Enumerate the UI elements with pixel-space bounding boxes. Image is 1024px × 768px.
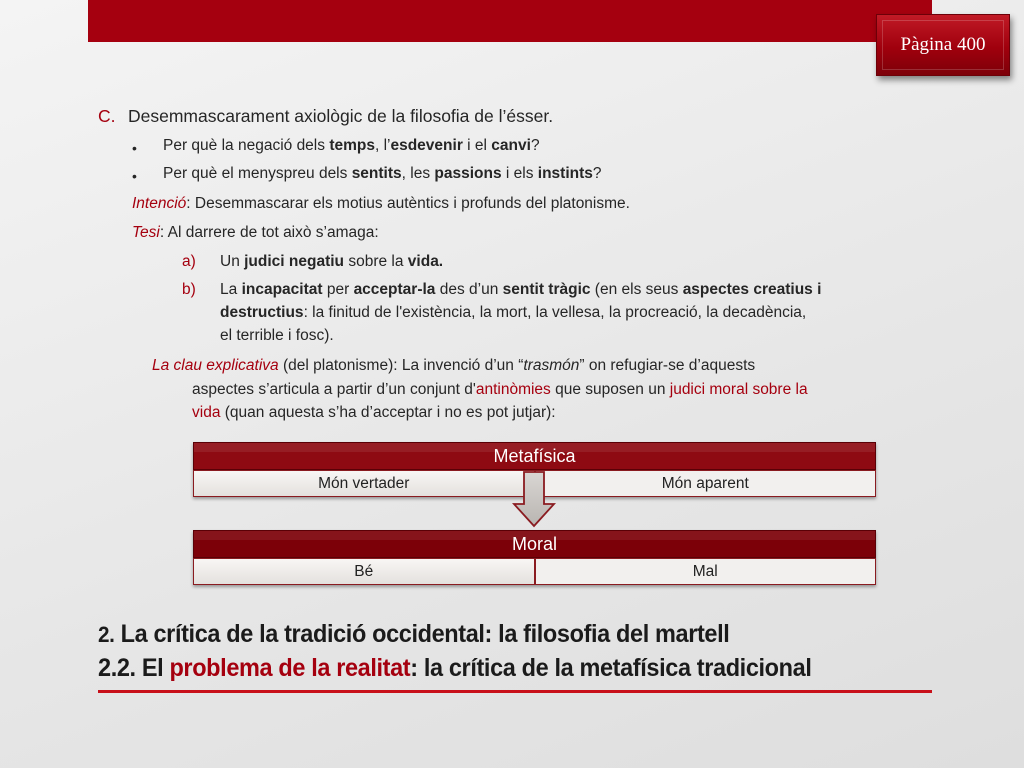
item-bold: vida.: [407, 253, 444, 270]
bullet-item: [163, 137, 540, 155]
item-b-line2: [220, 304, 806, 322]
clau-text: ” on refugiar-se d’aquests: [579, 357, 756, 374]
clau-line1: [152, 357, 755, 375]
item-bold: incapacitat: [241, 281, 323, 298]
title-text: : la crítica de la metafísica tradicional: [410, 654, 812, 682]
mal-cell: Mal: [535, 558, 877, 585]
title-text: La crítica de la tradició occidental: la filosofia del martell: [114, 620, 730, 648]
slide-title-line1: [98, 620, 729, 649]
moral-band: [193, 530, 876, 585]
moral-header: Moral: [193, 530, 876, 558]
clau-red: vida: [192, 404, 221, 421]
clau-text: (del platonisme): La invenció d’un “: [278, 357, 524, 374]
item-b-label: b): [182, 281, 196, 298]
clau-red: antinòmies: [475, 381, 551, 398]
tesi-text: : Al darrere de tot això s’amaga:: [159, 224, 379, 241]
bullet-text: ?: [530, 137, 540, 154]
item-bold: destructius: [220, 304, 304, 321]
bullet-text: ?: [592, 165, 602, 182]
title-highlight: problema de la realitat: [169, 654, 411, 682]
item-text: Un: [220, 253, 245, 270]
bullet-dot-icon: •: [132, 140, 137, 156]
mon-vertader-cell: Món vertader: [193, 470, 535, 497]
bullet-text: i el: [462, 137, 492, 154]
section-c-heading: [98, 106, 553, 127]
bullet-text: , l’: [374, 137, 391, 154]
item-bold: aspectes creatius i: [682, 281, 822, 298]
slide-title-line2: [98, 654, 811, 683]
item-bold: acceptar-la: [353, 281, 436, 298]
item-text: La: [220, 281, 242, 298]
title-underline: [98, 690, 932, 693]
intencio-text: : Desemmascarar els motius autèntics i profunds del platonisme.: [186, 195, 630, 212]
bullet-text: Per què la negació dels: [163, 137, 330, 154]
moral-row: [193, 558, 876, 585]
page-number-label: Pàgina 400: [900, 34, 986, 55]
clau-text: (quan aquesta s’ha d’acceptar i no es pot jutjar):: [220, 404, 556, 421]
bullet-bold: sentits: [351, 165, 402, 182]
title-text: 2.2. El: [98, 654, 170, 682]
bullet-dot-icon: •: [132, 168, 137, 184]
clau-italic: trasmón: [523, 357, 580, 374]
bullet-bold: canvi: [491, 137, 531, 154]
clau-line2: [192, 381, 808, 399]
item-a-label: a): [182, 253, 196, 270]
tesi-label: Tesi: [132, 224, 160, 241]
bullet-text: i els: [501, 165, 538, 182]
bullet-text: , les: [401, 165, 435, 182]
down-arrow-icon: [512, 470, 556, 528]
be-cell: Bé: [193, 558, 535, 585]
bullet-bold: passions: [434, 165, 502, 182]
item-b-line3: el terrible i fosc).: [220, 327, 334, 344]
clau-text: que suposen un: [550, 381, 670, 398]
bullet-item: [163, 165, 602, 183]
item-text: des d’un: [435, 281, 503, 298]
section-c-text: Desemmascarament axiològic de la filosofia de l’ésser.: [128, 106, 554, 126]
intencio-line: [132, 195, 630, 213]
bullet-bold: temps: [329, 137, 375, 154]
bullet-text: Per què el menyspreu dels: [163, 165, 352, 182]
item-text: : la finitud de l'existència, la mort, la vellesa, la procreació, la decadència,: [303, 304, 807, 321]
intencio-label: Intenció: [132, 195, 187, 212]
item-b-line1: [220, 281, 821, 299]
item-bold: sentit tràgic: [502, 281, 591, 298]
clau-line3: [192, 404, 556, 422]
item-bold: judici negatiu: [244, 253, 345, 270]
bullet-bold: esdevenir: [390, 137, 463, 154]
clau-label: La clau explicativa: [152, 357, 279, 374]
clau-text: aspectes s’articula a partir d’un conjunt d': [192, 381, 476, 398]
metafisica-header: Metafísica: [193, 442, 876, 470]
section-c-label: C.: [98, 106, 116, 126]
item-text: per: [322, 281, 354, 298]
title-number: 2.: [98, 622, 115, 647]
tesi-line: [132, 224, 379, 242]
item-text: (en els seus: [590, 281, 683, 298]
item-text: sobre la: [344, 253, 408, 270]
clau-red: judici moral sobre la: [669, 381, 808, 398]
mon-aparent-cell: Món aparent: [535, 470, 877, 497]
item-a-text: [220, 253, 443, 271]
bullet-bold: instints: [537, 165, 593, 182]
